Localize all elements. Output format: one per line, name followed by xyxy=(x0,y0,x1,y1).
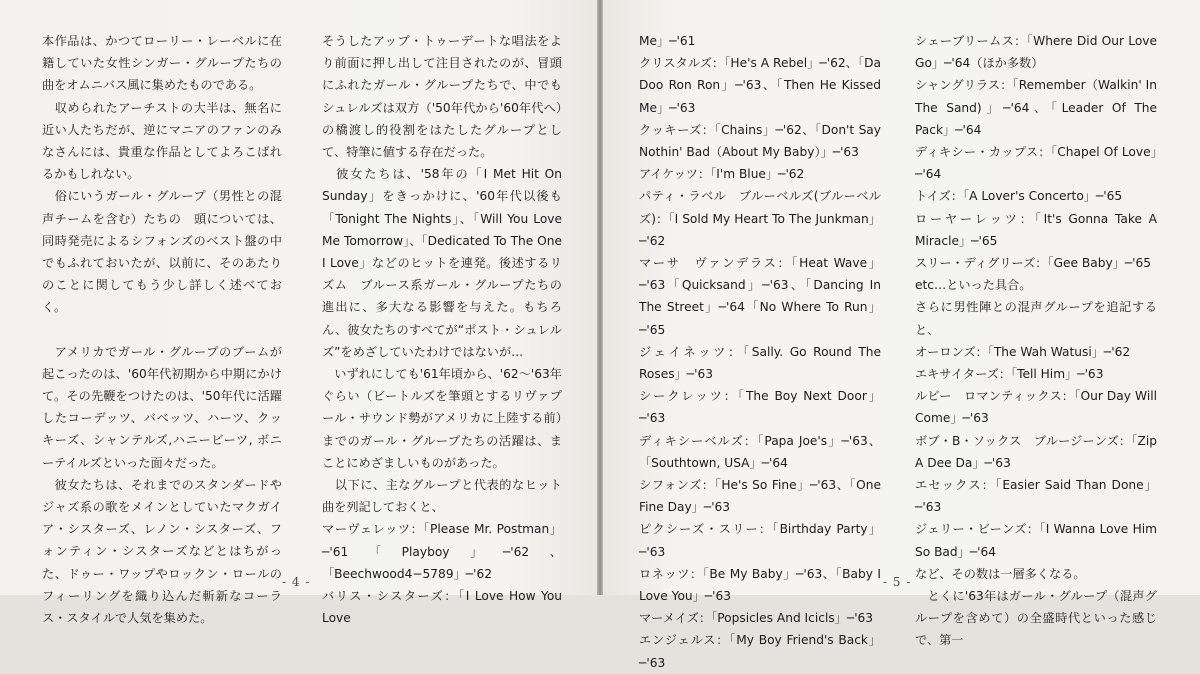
left-column-2 xyxy=(322,30,562,629)
list-item: スリー・ディグリーズ：「Gee Baby」─'65 xyxy=(915,256,1152,271)
right-column-1 xyxy=(639,30,881,674)
paragraph: とくに'63年はガール・グループ（混声グループを含めて）の全盛時代といった感じで、第一 xyxy=(915,589,1157,648)
paragraph: 彼女たちは、'58年の「I Met Hit On Sunday」をきっかけに、'60年代以後も「Tonight The Nights」、「Will You Love Me Tomorrow」、「Dedicated To The One I Love」などのヒットを連発。後述するリズム ブルース系ガール・グループたちの進出に、多大なる影響を与えた。もちろん、彼女たちのすべてが“ポスト・シュレルズ”をめざしていたわけではないが… xyxy=(322,167,562,359)
list-item: ピクシーズ・スリー：「Birthday Party」─'63 xyxy=(639,522,881,559)
list-item: エセックス：「Easier Said Than Done」─'63 xyxy=(915,478,1157,515)
list-item: マーサ ヴァンデラス：「Heat Wave」─'63「Quicksand」─'63、「Dancing In The Street」─'64「No Where To Run」─'65 xyxy=(639,256,881,337)
list-item: ローヤーレッツ：「It's Gonna Take A Miracle」─'65 xyxy=(915,211,1157,248)
list-item: ジェリー・ビーンズ：「I Wanna Love Him So Bad」─'64 xyxy=(915,522,1157,559)
paragraph: 俗にいうガール・グループ（男性との混声チームを含む）たちの 頭については、同時発売によるシフォンズのベスト盤の中でもふれておいたが、以前に、そのあたりのことに関してもう少し詳しく述べておく。 xyxy=(42,189,282,315)
page-number: - 5 - xyxy=(883,575,912,589)
list-item: ロネッツ：「Be My Baby」─'63、「Baby I Love You」─'63 xyxy=(639,566,881,604)
list-item: ディキシーベルズ：「Papa Joe's」─'63、「Southtown, USA」─'64 xyxy=(639,433,881,470)
paragraph: そうしたアップ・トゥーデートな唱法をより前面に押し出して注目されたのが、冒頭にふれたガール・グループたちで、中でもシュレルズは双方（'50年代から'60年代へ）の橋渡し的役割をはたしたグループとして、特筆に値する存在だった。 xyxy=(322,34,562,160)
paragraph: 収められたアーチストの大半は、無名に近い人たちだが、逆にマニアのファンのみなさんには、貴重な作品としてよろこばれるかもしれない。 xyxy=(42,100,282,182)
list-item: ディキシー・カップス：「Chapel Of Love」─'64 xyxy=(915,145,1157,182)
list-item: オーロンズ：「The Wah Watusi」─'62 xyxy=(915,344,1131,359)
list-item: シフォンズ：「He's So Fine」─'63、「One Fine Day」─'63 xyxy=(639,478,881,515)
list-item: トイズ：「A Lover's Concerto」─'65 xyxy=(915,189,1123,204)
list-item: マーメイズ：「Popsicles And Icicls」─'63 xyxy=(639,611,874,626)
paragraph-gap xyxy=(42,319,282,341)
paragraph: 彼女たちは、それまでのスタンダードやジャズ系の歌をメインとしていたマクガイア・シスターズ、レノン・シスターズ、フォンティン・シスターズなどとはちがった、ドゥー・ワップやロックン・ロールのフィーリングを織り込んだ斬新なコーラス・スタイルで人気を集めた。 xyxy=(42,477,282,626)
paragraph: 以下に、主なグループと代表的なヒット曲を列記しておくと、 xyxy=(322,478,562,515)
right-page xyxy=(603,0,1200,670)
list-item: アイケッツ：「I'm Blue」─'62 xyxy=(639,167,805,182)
list-item: エキサイターズ：「Tell Him」─'63 xyxy=(915,367,1104,382)
list-item: シークレッツ：「The Boy Next Door」─'63 xyxy=(639,389,881,426)
right-column-2 xyxy=(915,30,1157,652)
paragraph: など、その数は一層多くなる。 xyxy=(915,566,1086,581)
left-column-1 xyxy=(42,30,282,629)
page-number: - 4 - xyxy=(282,575,311,589)
list-item: エンジェルス：「My Boy Friend's Back」─'63 xyxy=(639,633,881,670)
list-item: ボブ・B・ソックス ブルージーンズ：「Zip A Dee Da」─'63 xyxy=(915,433,1157,470)
list-item: クリスタルズ：「He's A Rebel」─'62、「Da Doo Ron Ron」─'63、「Then He Kissed Me」─'63 xyxy=(639,56,881,115)
paragraph: いずれにしても'61年頃から、'62〜'63年ぐらい（ビートルズを筆頭とするリヴァプール・サウンド勢がアメリカに上陸する前）までのガール・グループたちの活躍は、まことにめざましいものがあった。 xyxy=(322,367,562,470)
list-item: シャングリラス：「Remember（Walkin' In The Sand)」─'64、「Leader Of The Pack」─'64 xyxy=(915,78,1157,137)
list-item: クッキーズ：「Chains」─'62、「Don't Say Nothin' Bad（About My Baby）」─'63 xyxy=(639,122,881,160)
paragraph: アメリカでガール・グループのブームが起こったのは、'60年代初期から中期にかけて。その先鞭をつけたのは、'50年代に活躍したコーデッツ、バベッツ、ハーツ、クッキーズ、シャンテルズ,ハニービーツ, ボニーテイルズといった面々だった。 xyxy=(42,344,282,470)
list-item: さらに男性陣との混声グループを追記すると、 xyxy=(915,300,1157,337)
list-item: etc…といった具合。 xyxy=(915,278,1032,293)
paragraph: 本作品は、かつてローリー・レーベルに在籍していた女性シンガー・グループたちの曲をオムニバス風に集めたものである。 xyxy=(42,34,282,93)
list-item: ジェイネッツ：「Sally. Go Round The Roses」─'63 xyxy=(639,344,881,382)
list-item: シェーブリームス：「Where Did Our Love Go」─'64（ほか多数） xyxy=(915,34,1157,71)
left-page xyxy=(0,0,597,626)
paragraph: バリス・シスターズ：「I Love How You Love xyxy=(322,589,562,626)
list-item: Me」─'61 xyxy=(639,34,696,48)
list-item: ルビー ロマンティックス：「Our Day Will Come」─'63 xyxy=(915,389,1157,426)
paragraph: マーヴェレッツ：「Please Mr. Postman」─'61「Playboy」─'62、「Beechwood4−5789」─'62 xyxy=(322,522,562,581)
list-item: パティ・ラベル ブルーベルズ(ブルーベルズ)：「I Sold My Heart To The Junkman」─'62 xyxy=(639,189,881,248)
